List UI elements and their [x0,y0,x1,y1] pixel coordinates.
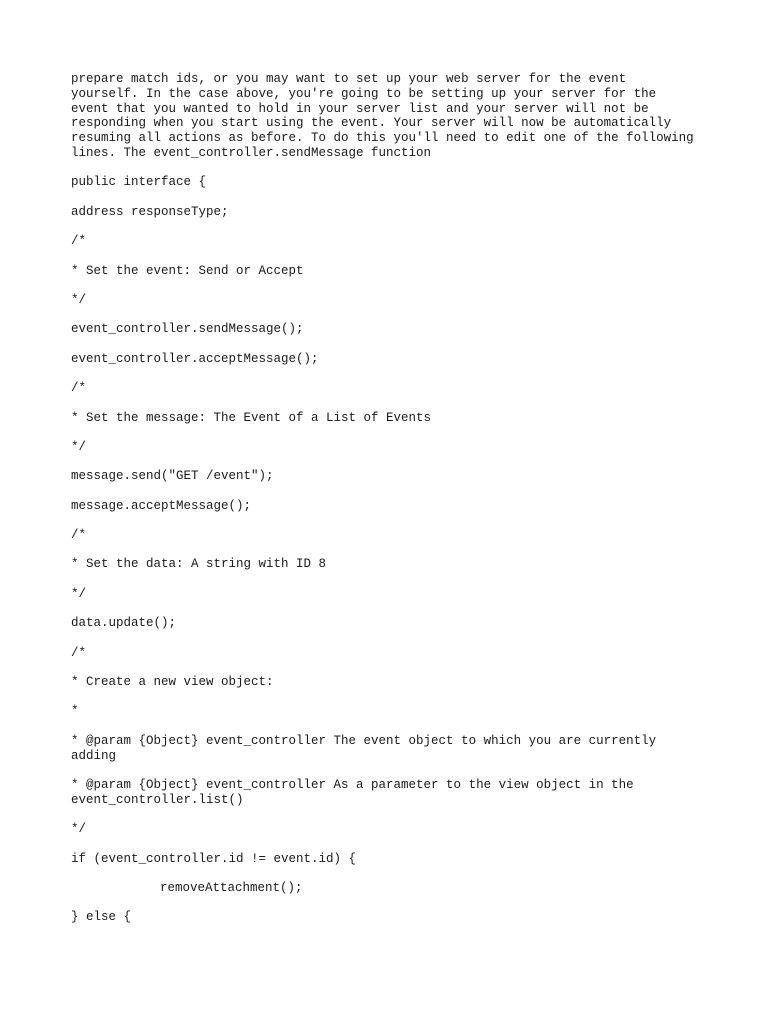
code-line: /* [71,381,87,396]
code-line: * @param {Object} event_controller As a parameter to the view object in the event_controller.list() [71,777,634,807]
code-line: * Create a new view object: [71,675,274,690]
code-line: } else { [71,910,132,925]
code-line: removeAttachment(); [160,880,303,895]
code-line: if (event_controller.id != event.id) { [71,851,357,866]
document-page [71,72,711,940]
code-block [71,175,711,925]
code-line: * [71,704,79,719]
code-line: * Set the message: The Event of a List of Events [71,410,432,425]
code-line: message.send("GET /event"); [71,469,274,484]
code-line: * Set the data: A string with ID 8 [71,557,327,572]
code-line: address responseType; [71,204,229,219]
code-line: data.update(); [71,616,177,631]
code-line: /* [71,234,87,249]
code-line: */ [71,586,87,601]
code-line: * Set the event: Send or Accept [71,263,304,278]
code-line: */ [71,439,87,454]
intro-paragraph: prepare match ids, or you may want to set up your web server for the event yourself. In the case above, you're going to be setting up your server for the event that you wanted to hold in your server list and your server will not be responding when you start using the event. Your server will now be automatically resuming all actions as before. To do this you'll need to edit one of the following lines. The event_controller.sendMessage function [71,72,694,160]
code-line: event_controller.sendMessage(); [71,322,304,337]
code-line: public interface { [71,175,207,190]
code-line: /* [71,645,87,660]
code-line: */ [71,822,87,837]
code-line: message.acceptMessage(); [71,498,252,513]
code-line: event_controller.acceptMessage(); [71,351,319,366]
code-line: /* [71,528,87,543]
code-line: * @param {Object} event_controller The event object to which you are currently adding [71,733,657,763]
code-line: */ [71,292,87,307]
